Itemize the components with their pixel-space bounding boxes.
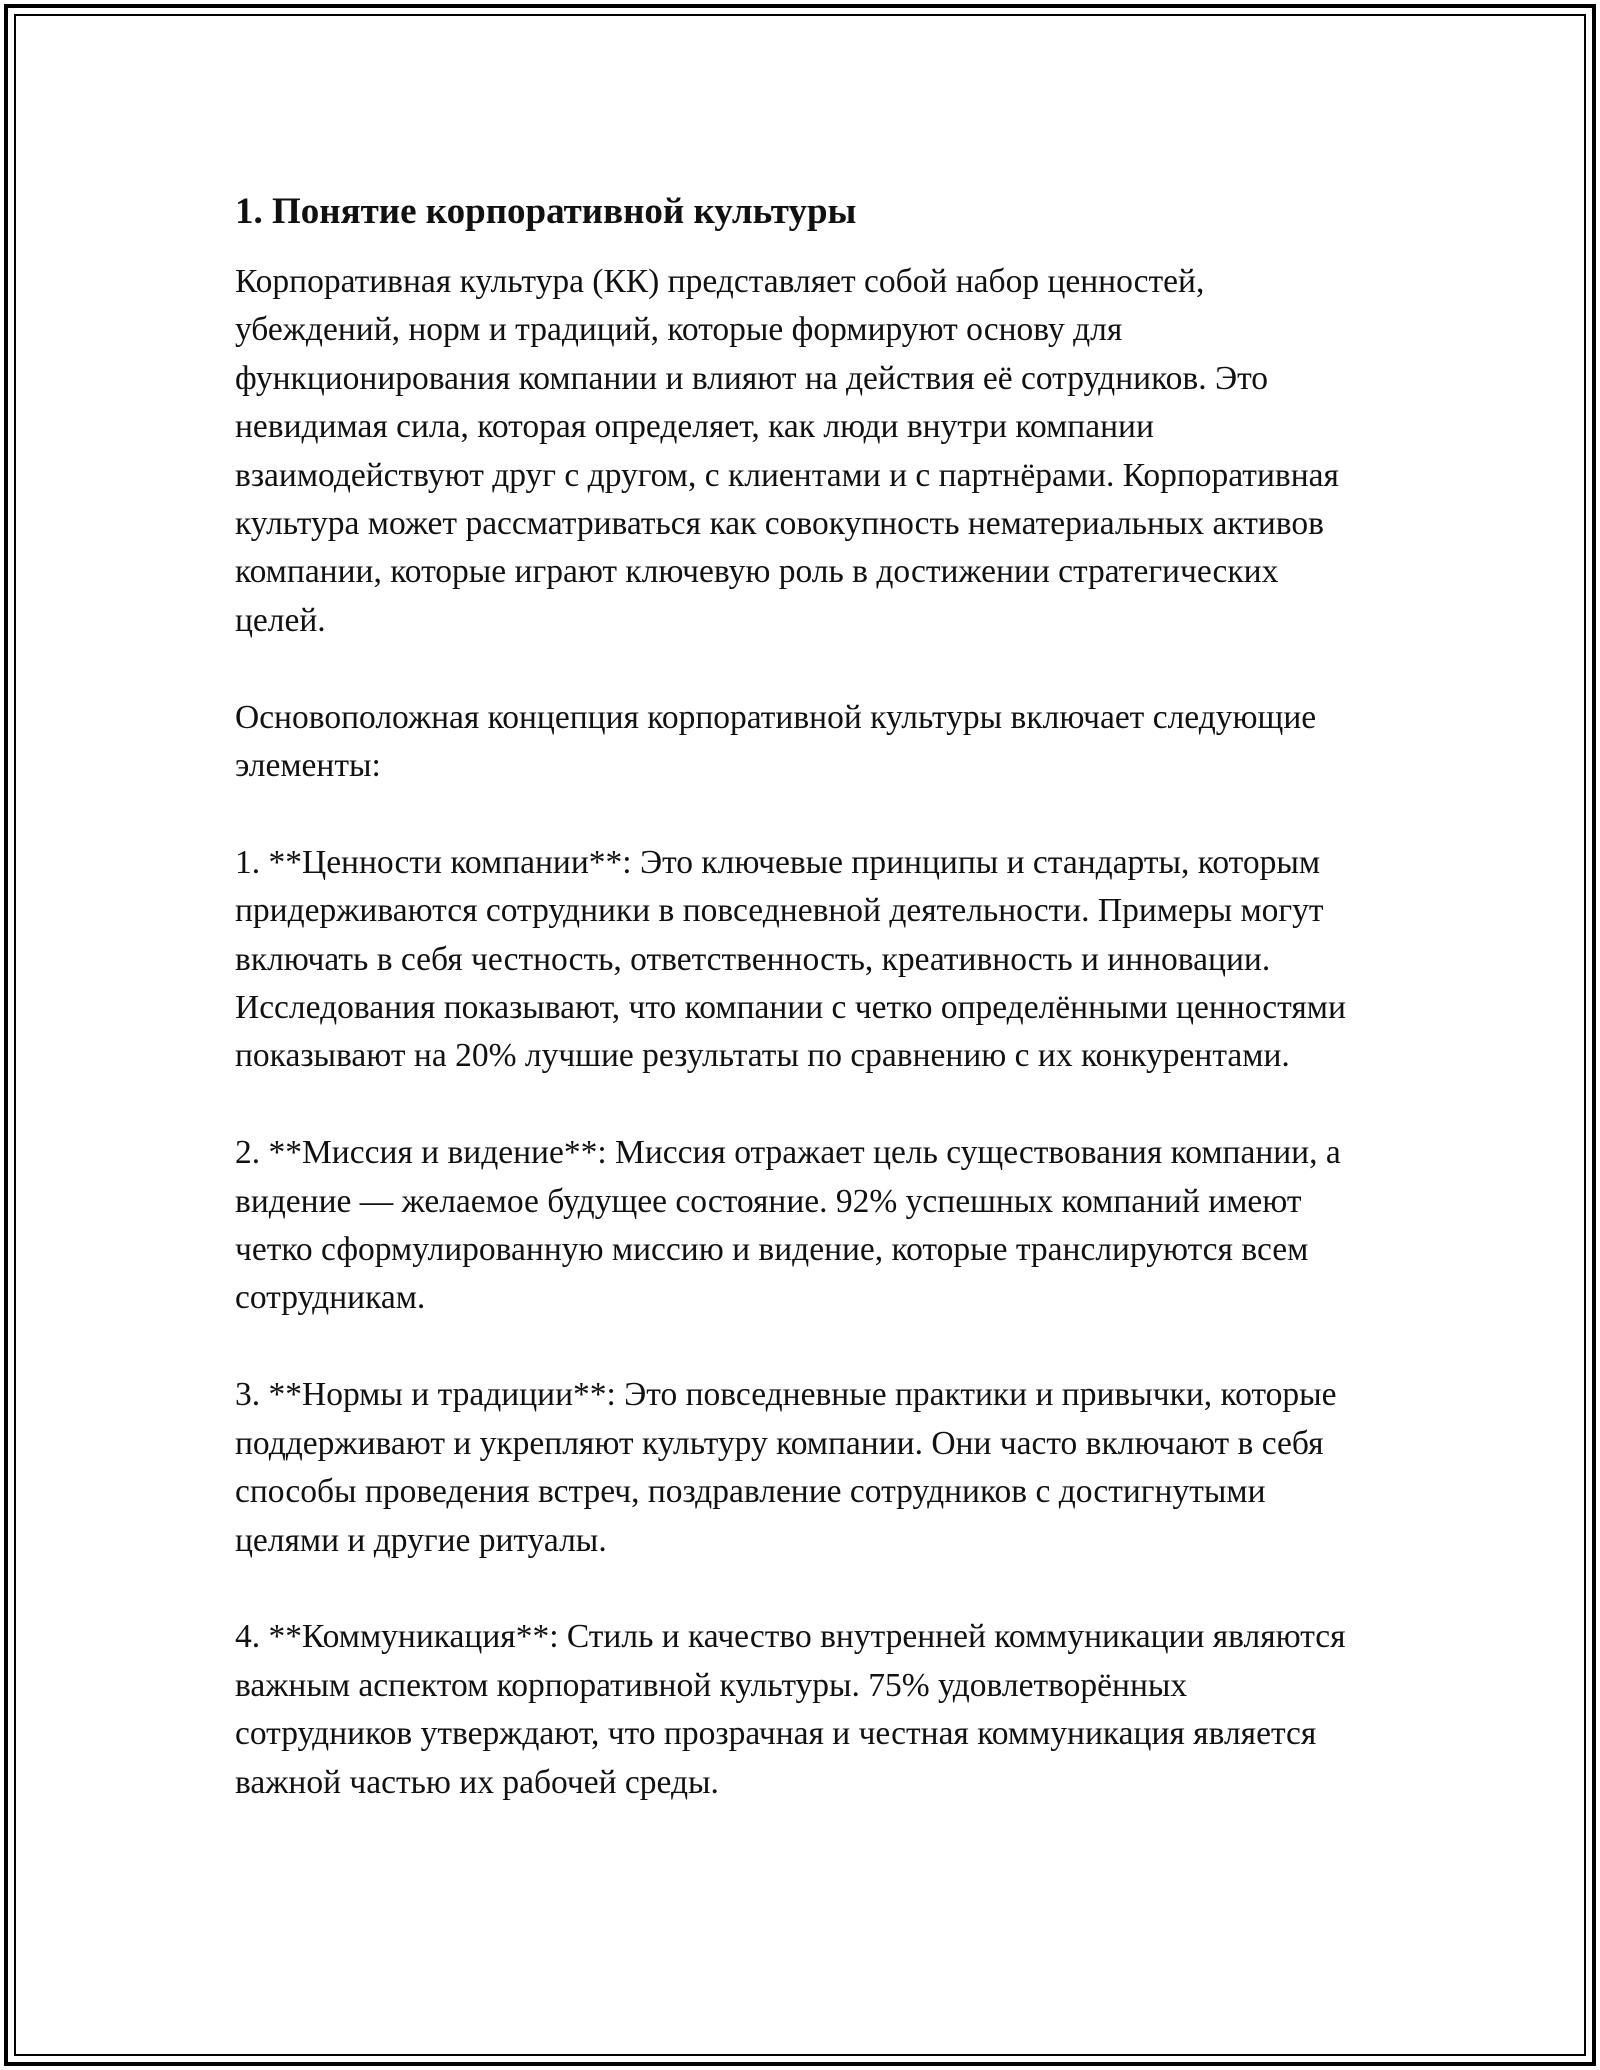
section-title: 1. Понятие корпоративной культуры: [235, 191, 857, 232]
paragraph-gap: [235, 1565, 1370, 1613]
list-item-mission: 2. **Миссия и видение**: Миссия отражает цель существования компании, а видение — желаемое будущее состояние. 92% успешных компаний имеют четко сформулированную миссию и видение, которые транслируются всем сотрудникам.: [235, 1134, 1341, 1317]
paragraph-gap: [235, 1323, 1370, 1371]
list-item-norms: 3. **Нормы и традиции**: Это повседневные практики и привычки, которые поддерживают и укрепляют культуру компании. Они часто включают в себя способы проведения встреч, поздравление сотрудников с достигнутыми целями и другие ритуалы.: [235, 1376, 1337, 1559]
paragraph-gap: [235, 790, 1370, 838]
intro-paragraph: Корпоративная культура (КК) представляет собой набор ценностей, убеждений, норм и традиций, которые формируют основу для функционирования компании и влияют на действия её сотрудников. Это невидимая сила, которая определяет, как люди внутри компании взаимодействуют друг с другом, с клиентами и с партнёрами. Корпоративная культура может рассматриваться как совокупность нематериальных активов компании, которые играют ключевую роль в достижении стратегических целей.: [235, 263, 1339, 639]
list-item-communication: 4. **Коммуникация**: Стиль и качество внутренней коммуникации являются важным аспектом корпоративной культуры. 75% удовлетворённых сотрудников утверждают, что прозрачная и честная коммуникация является важной частью их рабочей среды.: [235, 1618, 1346, 1801]
document-body: [235, 188, 1370, 1807]
paragraph-gap: [235, 645, 1370, 693]
list-item-values: 1. **Ценности компании**: Это ключевые принципы и стандарты, которым придерживаются сотрудники в повседневной деятельности. Примеры могут включать в себя честность, ответственность, креативность и инновации. Исследования показывают, что компании с четко определёнными ценностями показывают на 20% лучшие результаты по сравнению с их конкурентами.: [235, 843, 1346, 1075]
paragraph-gap: [235, 1081, 1370, 1129]
lead-in-paragraph: Основоположная концепция корпоративной культуры включает следующие элементы:: [235, 698, 1317, 785]
